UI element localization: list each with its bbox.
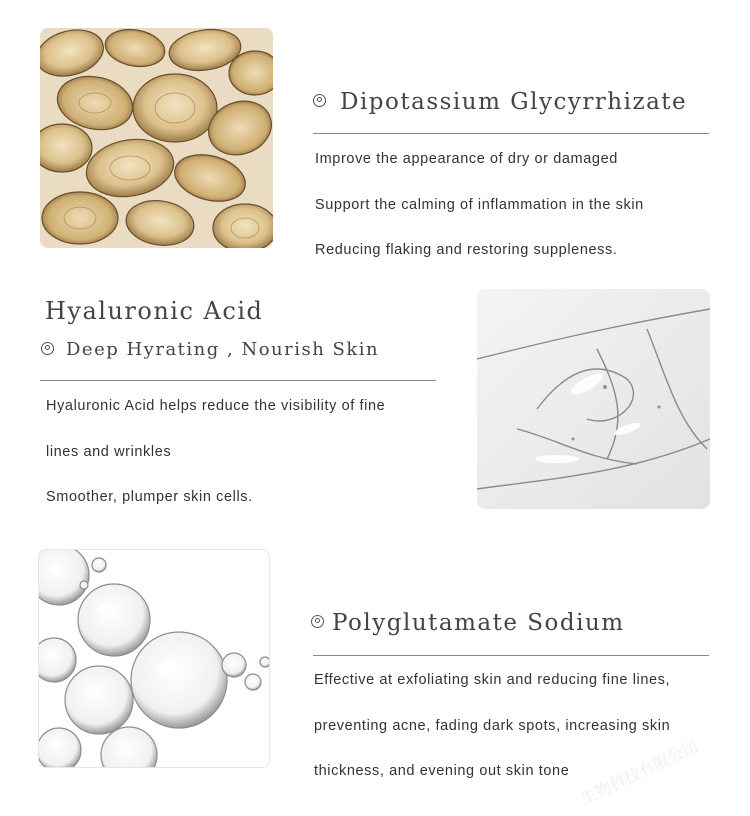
water-bubbles-image: [38, 549, 270, 768]
section3-line-3: thickness, and evening out skin tone: [314, 763, 570, 779]
section2-subtitle: Deep Hyrating , Nourish Skin: [66, 339, 380, 360]
section3-heading: [311, 610, 625, 636]
watermark: 生物科技有限公司: [577, 736, 702, 809]
section2-subheading: [41, 339, 379, 360]
section3-line-2: preventing acne, fading dark spots, increasing skin: [314, 718, 671, 734]
section3-divider: [313, 655, 709, 656]
bubbles-illustration: [39, 550, 270, 768]
clear-gel-image: [477, 289, 710, 509]
section2-line-1: Hyaluronic Acid helps reduce the visibility of fine: [46, 398, 386, 414]
licorice-root-image: [40, 28, 273, 248]
licorice-slices-illustration: [40, 28, 273, 248]
bullseye-icon: [311, 615, 324, 628]
section1-heading: [313, 89, 687, 115]
section2-line-2: lines and wrinkles: [46, 444, 172, 460]
section1-title: Dipotassium Glycyrrhizate: [340, 89, 688, 115]
section1-divider: [313, 133, 709, 134]
section2-title: Hyaluronic Acid: [45, 297, 264, 325]
section2-line-3: Smoother, plumper skin cells.: [46, 489, 253, 505]
section1-line-1: Improve the appearance of dry or damaged: [315, 151, 618, 167]
section3-title: Polyglutamate Sodium: [332, 610, 625, 636]
bullseye-icon: [41, 342, 54, 355]
section1-line-3: Reducing flaking and restoring suppleness.: [315, 242, 618, 258]
section1-line-2: Support the calming of inflammation in the skin: [315, 197, 644, 213]
section3-line-1: Effective at exfoliating skin and reducing fine lines,: [314, 672, 671, 688]
bullseye-icon: [313, 94, 326, 107]
gel-illustration: [477, 289, 710, 509]
section2-divider: [40, 380, 436, 381]
